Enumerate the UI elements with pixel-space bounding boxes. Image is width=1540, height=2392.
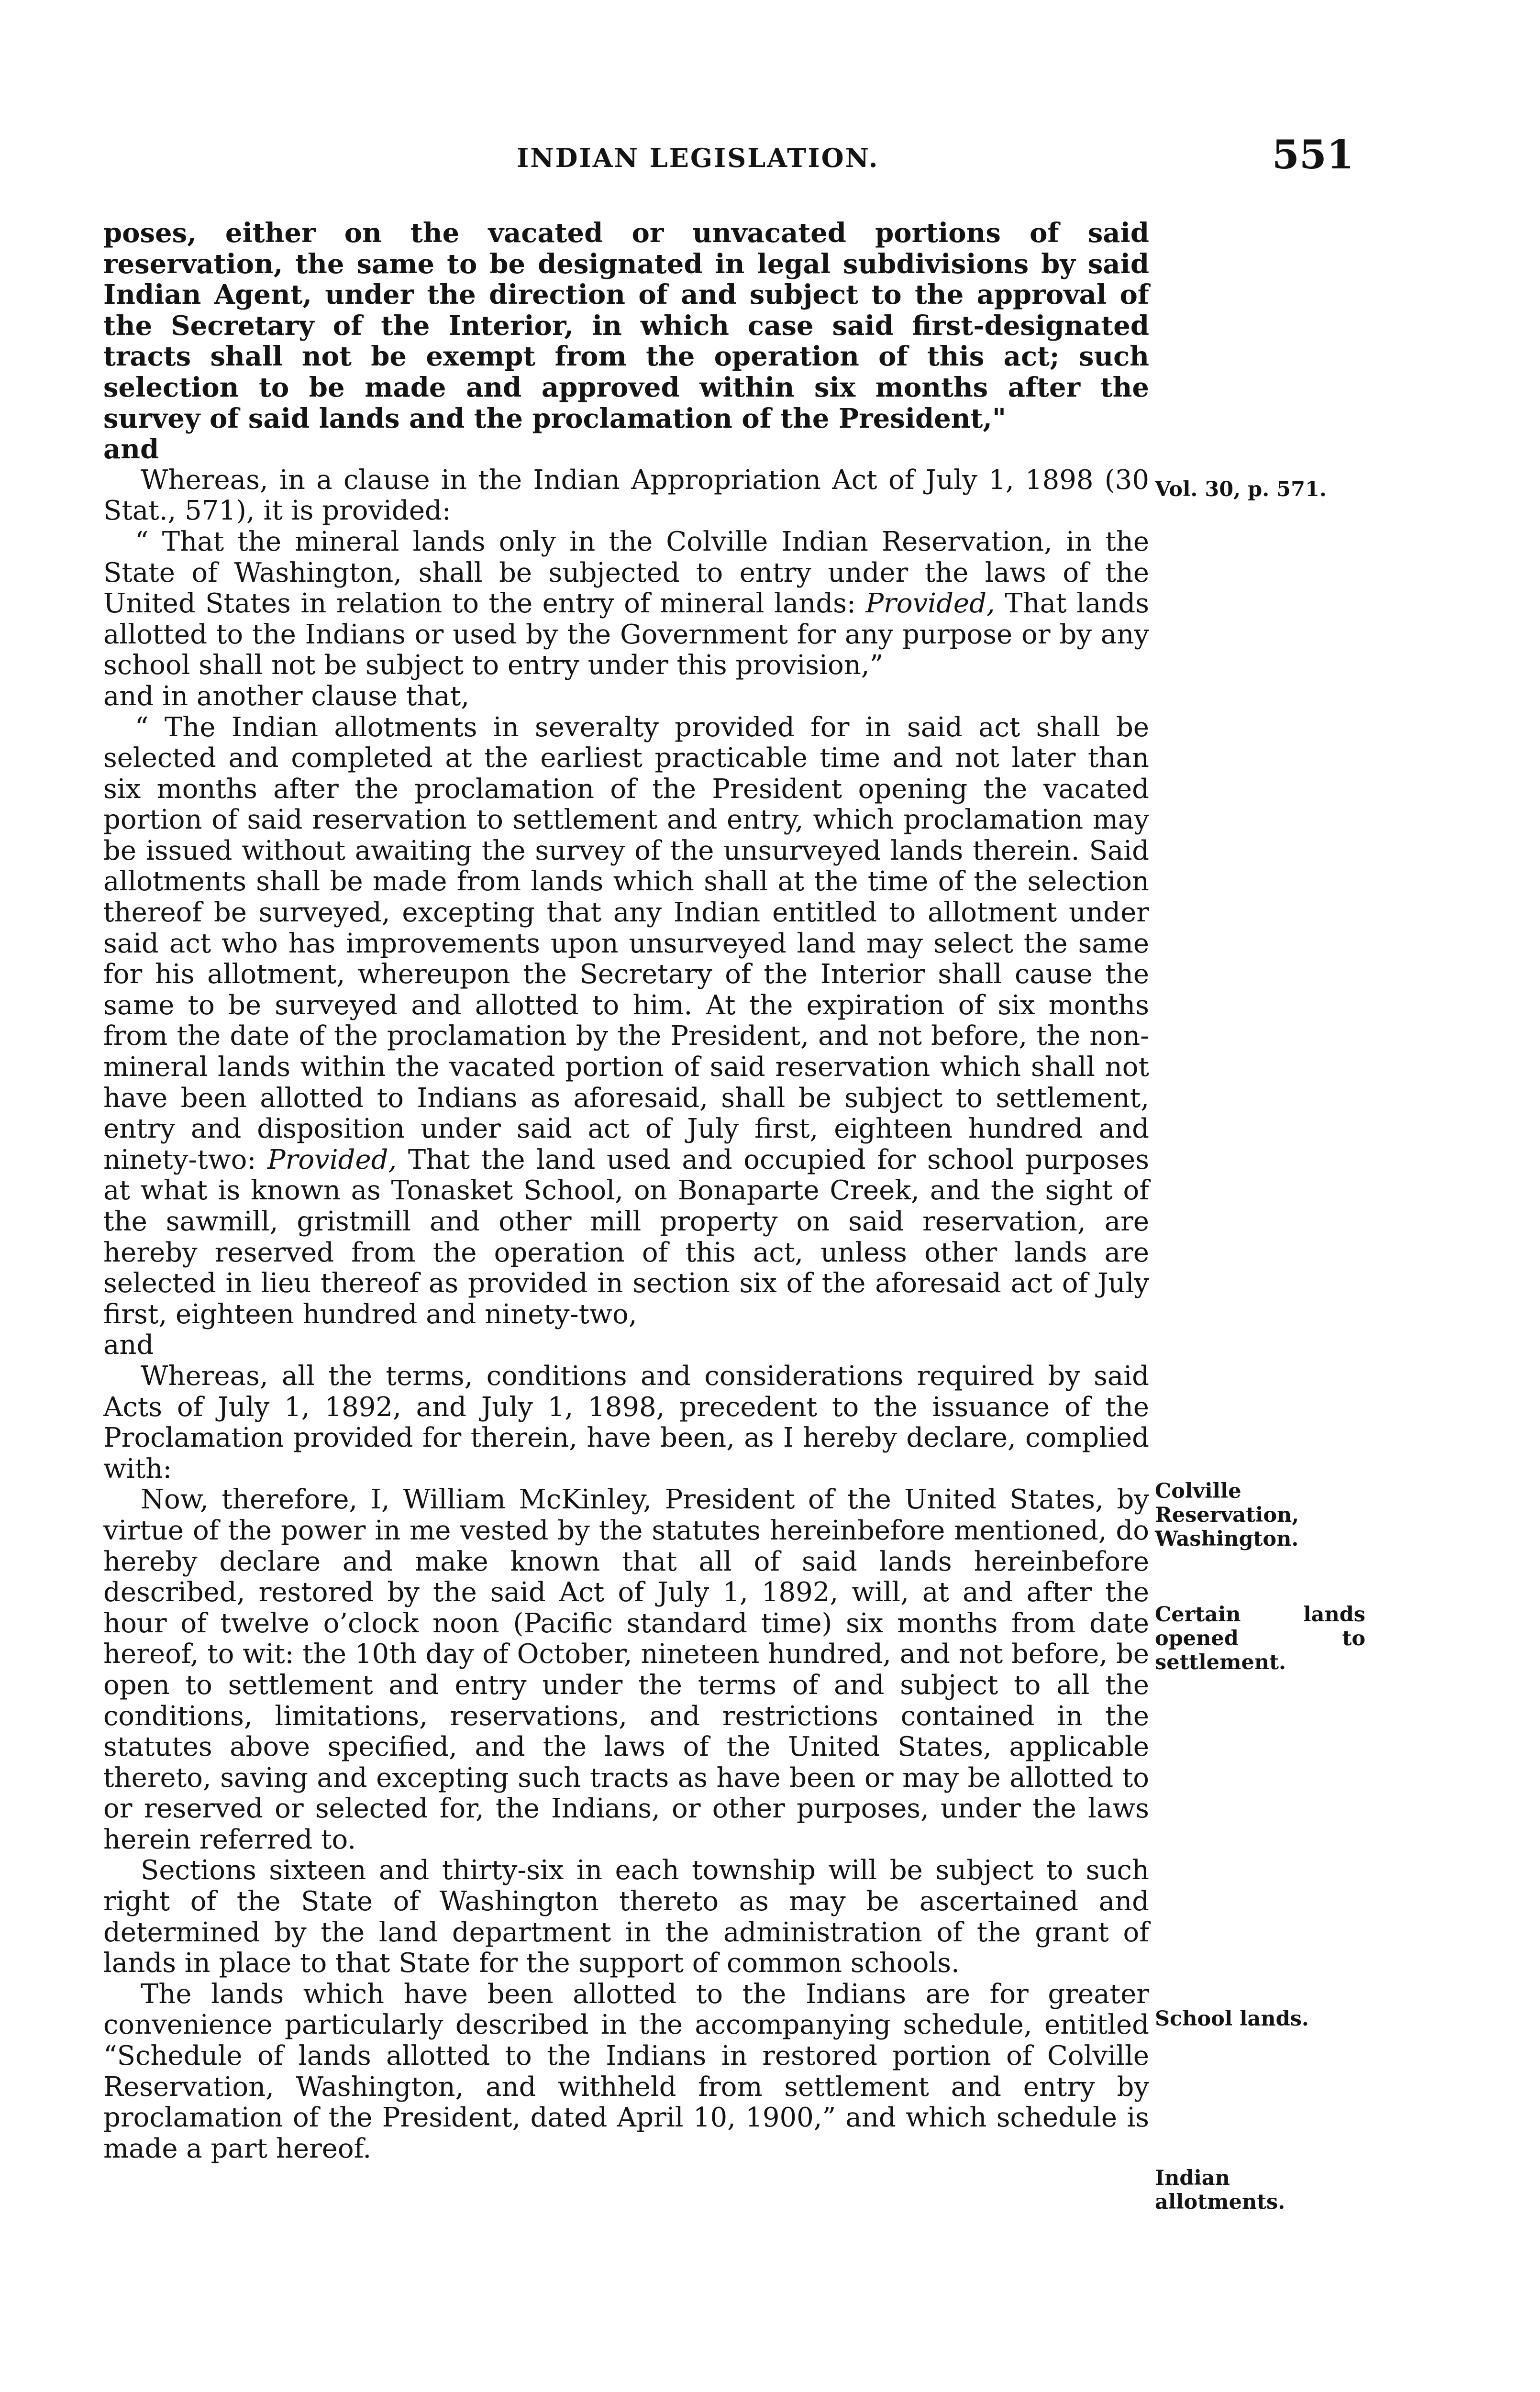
paragraph-continuation: poses, either on the vacated or unvacated portions of said reservation, the same to be designated in legal subdivisions by said Indian Agent, under the direction of and subject to the approval of the Secretary of the Interior, in which case said first-designated tracts shall not be exempt from the operation of this act; such selection to be made and approved within six months after the survey of said lands and the proclamation of the President," (103, 217, 1149, 434)
page-number: 551 (1272, 132, 1354, 178)
paragraph-another-clause: and in another clause that, (103, 680, 469, 712)
paragraph-school-sections: Sections sixteen and thirty-six in each township will be subject to such right of the State of Washington thereto as may be ascertained and determined by the land department in the administration of the grant of lands in place to that State for the support of common schools. (103, 1855, 1149, 1979)
paragraph-whereas-1898: Whereas, in a clause in the Indian Appropriation Act of July 1, 1898 (30 Stat., 571), it is provided: (103, 464, 1149, 527)
paragraph-allotted-lands: The lands which have been allotted to the Indians are for greater convenience particularly described in the accompanying schedule, entitled “Schedule of lands allotted to the Indians in restored portion of Colville Reservation, Washington, and withheld from settlement and entry by proclamation of the President, dated April 10, 1900,” and which schedule is made a part hereof. (103, 1978, 1149, 2164)
margin-note-vol: Vol. 30, p. 571. (1155, 477, 1327, 501)
quote-text: “ That the mineral lands only in the Colville Indian Reservation, in the State of Washington, shall be subjected to entry under the laws of the United States in relation to the entry of mineral lands: (103, 526, 1149, 620)
margin-note-indian-allotments: Indian allotments. (1155, 2166, 1285, 2214)
quote-text: That lands allotted to the Indians or used by the Government for any purpose or by any school shall not be subject to entry under this provision,” (103, 588, 1150, 681)
margin-note-school-lands: School lands. (1155, 2007, 1309, 2031)
page-header (517, 132, 1354, 187)
paragraph-mineral-lands-quote (103, 527, 1149, 681)
paragraph-now-therefore: Now, therefore, I, William McKinley, President of the United States, by virtue of the power in me vested by the statutes hereinbefore mentioned, do hereby declare and make known that all of said lands hereinbefore described, restored by the said Act of July 1, 1892, will, at and after the hour of twelve o’clock noon (Pacific standard time) six months from date hereof, to wit: the 10th day of October, nineteen hundred, and not before, be open to settlement and entry under the terms of and subject to all the conditions, limitations, reservations, and restrictions contained in the statutes above specified, and the laws of the United States, applicable thereto, saving and excepting such tracts as have been or may be allotted to or reserved or selected for, the Indians, or other purposes, under the laws herein referred to. (103, 1484, 1149, 1855)
margin-note-certain-lands: Certain lands opened to settlement. (1155, 1603, 1365, 1674)
paragraph-and: and (103, 433, 159, 465)
provided-italic: Provided, (865, 588, 995, 620)
provided-italic: Provided, (267, 1144, 397, 1175)
paragraph-and: and (103, 1329, 154, 1361)
quote-text: That the land used and occupied for school purposes at what is known as Tonasket School, on Bonaparte Creek, and the sight of the sawmill, gristmill and other mill property on said reservation, are hereby reserved from the operation of this act, unless other lands are selected in lieu thereof as provided in section six of the aforesaid act of July first, eighteen hundred and ninety-two, (103, 1144, 1149, 1330)
quote-text: “ The Indian allotments in severalty provided for in said act shall be selected and completed at the earliest practicable time and not later than six months after the proclamation of the President opening the vacated portion of said reservation to settlement and entry, which proclamation may be issued without awaiting the survey of the unsurveyed lands therein. Said allotments shall be made from lands which shall at the time of the selection thereof be surveyed, excepting that any Indian entitled to allotment under said act who has improvements upon unsurveyed land may select the same for his allotment, whereupon the Secretary of the Interior shall cause the same to be surveyed and allotted to him. At the expiration of six months from the date of the proclamation by the President, and not before, the non-mineral lands within the vacated portion of said reservation which shall not have been allotted to Indians as aforesaid, shall be subject to settlement, entry and disposition under said act of July first, eighteen hundred and ninety-two: (103, 711, 1149, 1175)
margin-note-colville: Colville Reservation, Washington. (1155, 1479, 1299, 1551)
body-text (103, 218, 1149, 2164)
paragraph-allotments-quote (103, 712, 1149, 1330)
running-head: INDIAN LEGISLATION. (517, 143, 879, 173)
paragraph-whereas-terms: Whereas, all the terms, conditions and considerations required by said Acts of July 1, 1892, and July 1, 1898, precedent to the issuance of the Proclamation provided for therein, have been, as I hereby declare, complied with: (103, 1360, 1149, 1484)
